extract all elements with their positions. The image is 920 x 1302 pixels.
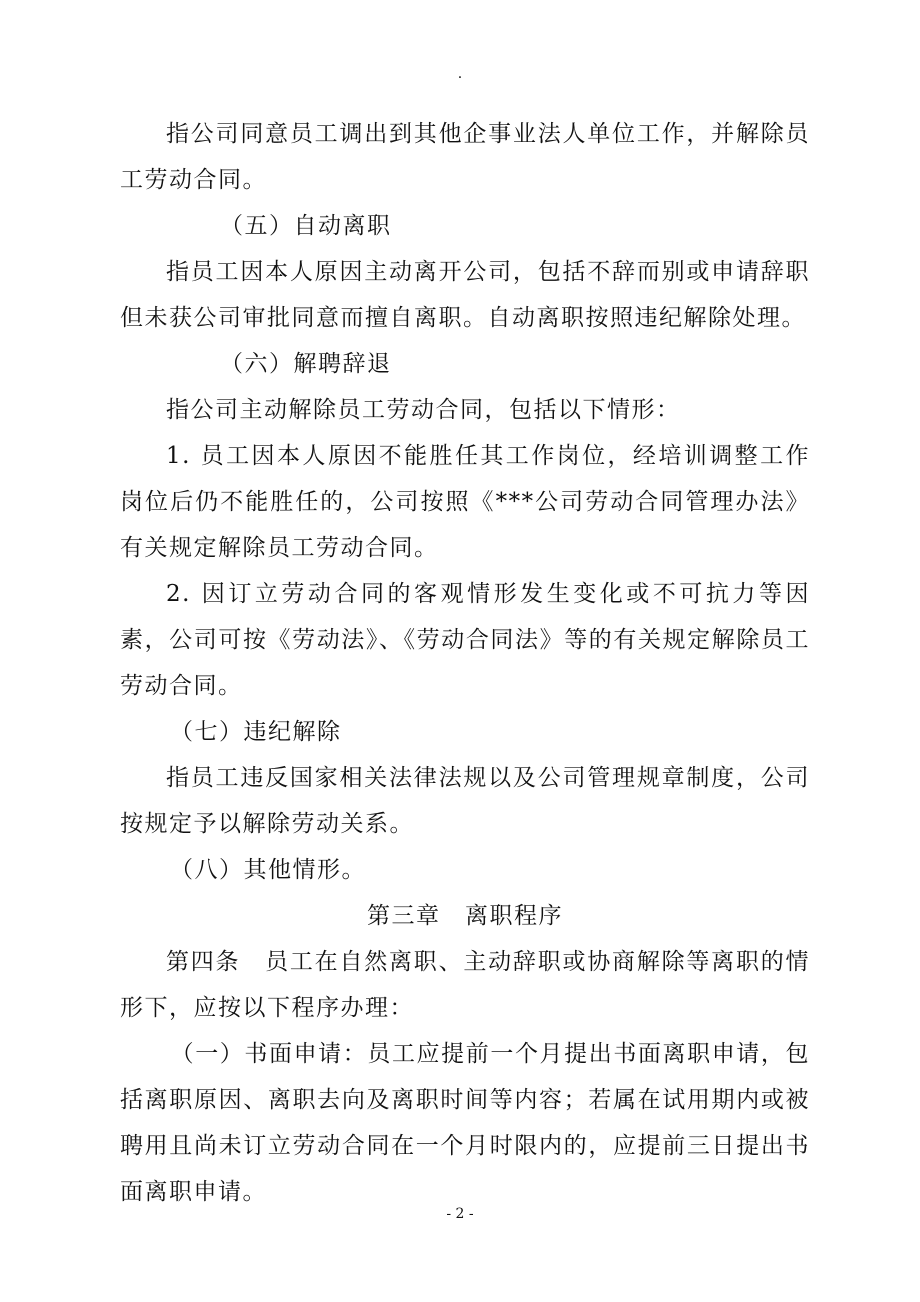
section-heading-auto-resignation: （五）自动离职 xyxy=(220,213,392,239)
article-four: 第四条 员工在自然离职、主动辞职或协商解除等离职的情形下，应按以下程序办理： xyxy=(120,949,810,1021)
header-mark: . xyxy=(457,66,463,82)
paragraph-auto-resignation: 指员工因本人原因主动离开公司，包括不辞而别或申请辞职但未获公司审批同意而擅自离职。自动离职按照违纪解除处理。 xyxy=(120,259,810,331)
paragraph-dismissal-intro: 指公司主动解除员工劳动合同，包括以下情形： xyxy=(166,397,681,423)
list-item-incompetence: 1. 员工因本人原因不能胜任其工作岗位，经培训调整工作岗位后仍不能胜任的，公司按照《***公司劳动合同管理办法》有关规定解除员工劳动合同。 xyxy=(120,443,810,561)
document-body xyxy=(120,111,810,1215)
section-heading-dismissal: （六）解聘辞退 xyxy=(220,351,392,377)
paragraph-transfer-definition: 指公司同意员工调出到其他企事业法人单位工作，并解除员工劳动合同。 xyxy=(120,121,810,193)
chapter-title: 第三章 离职程序 xyxy=(367,903,563,929)
section-heading-disciplinary: （七）违纪解除 xyxy=(170,719,342,745)
paragraph-disciplinary: 指员工违反国家相关法律法规以及公司管理规章制度，公司按规定予以解除劳动关系。 xyxy=(120,765,810,837)
page-number: - 2 - xyxy=(446,1206,474,1222)
section-heading-other: （八）其他情形。 xyxy=(170,857,366,883)
list-item-circumstance-change: 2. 因订立劳动合同的客观情形发生变化或不可抗力等因素，公司可按《劳动法》、《劳动合同法》等的有关规定解除员工劳动合同。 xyxy=(120,581,810,699)
procedure-written-application: （一）书面申请：员工应提前一个月提出书面离职申请，包括离职原因、离职去向及离职时间等内容；若属在试用期内或被聘用且尚未订立劳动合同在一个月时限内的，应提前三日提出书面离职申请。 xyxy=(120,1041,810,1205)
